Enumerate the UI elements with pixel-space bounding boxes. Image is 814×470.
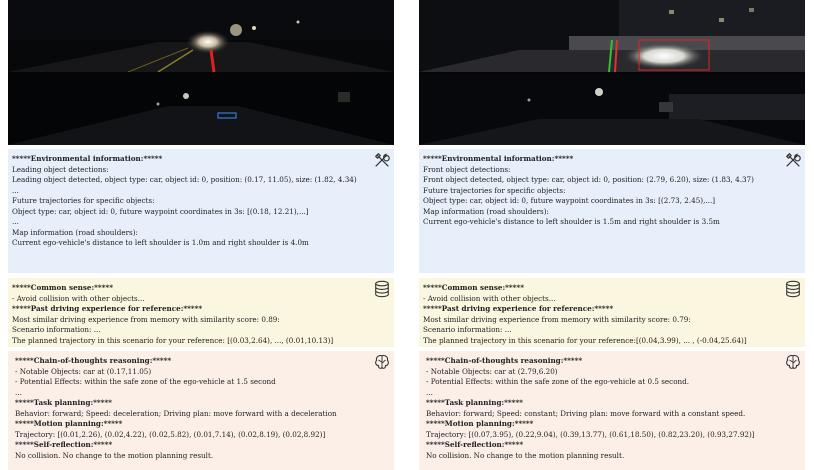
- environment-line: Map information (road shoulders):: [12, 227, 138, 237]
- environment-line: Map information (road shoulders):: [423, 206, 549, 216]
- common-sense-line: - Avoid collision with other objects...: [423, 293, 556, 303]
- camera-view-left: [8, 0, 394, 145]
- rear-camera-image: [419, 74, 805, 145]
- memory-line: Scenario information: ...: [12, 325, 101, 334]
- environment-line: Current ego-vehicle's distance to left shoulder is 1.5m and right shoulder is 3.5m: [423, 217, 720, 226]
- common-sense-panel: [8, 278, 394, 347]
- front-camera-image: [8, 0, 394, 72]
- environment-line: Future trajectories for specific objects:: [12, 196, 155, 205]
- self-reflection-title: *****Self-reflection:*****: [426, 440, 524, 449]
- environment-line: ...: [12, 217, 19, 226]
- environment-title: *****Environmental information:*****: [12, 154, 163, 163]
- memory-line: Scenario information: ...: [423, 325, 512, 334]
- memory-title: *****Past driving experience for reference:*****: [423, 304, 614, 313]
- motion-planning-line: Trajectory: [(0.07,3.95), (0.22,9.04), (0.39,13.77), (0.61,18.50), (0.82,23.20), (0.93,27.92)]: [426, 429, 755, 439]
- environment-panel: [419, 149, 805, 273]
- memory-title: *****Past driving experience for reference:*****: [12, 304, 203, 313]
- task-planning-line: Behavior: forward; Speed: constant; Driving plan: move forward with a constant speed.: [426, 408, 746, 418]
- environment-panel: [8, 149, 394, 273]
- motion-planning-title: *****Motion planning:*****: [15, 419, 123, 428]
- reasoning-panel: [419, 351, 805, 470]
- right-example: [419, 0, 805, 460]
- memory-line: Most similar driving experience from memory with similarity score: 0.89:: [12, 314, 280, 324]
- left-example: [8, 0, 394, 460]
- environment-line: Front object detections:: [423, 164, 511, 174]
- cot-line: ...: [15, 387, 22, 397]
- database-icon: [784, 280, 802, 298]
- tools-icon: [784, 151, 802, 169]
- task-planning-line: Behavior: forward; Speed: deceleration; Driving plan: move forward with a deceleration: [15, 408, 337, 418]
- environment-line: Future trajectories for specific objects:: [423, 185, 566, 195]
- cot-line: ...: [426, 387, 433, 397]
- environment-line: Front object detected, object type: car, object id: 0, position: (2.79, 6.20), size: (1.83, 4.37): [423, 175, 754, 184]
- cot-line: - Notable Objects: car at (0.17,11.05): [15, 366, 152, 376]
- cot-line: - Potential Effects: within the safe zone of the ego-vehicle at 1.5 second: [15, 377, 276, 386]
- cot-line: - Notable Objects: car at (2.79,6.20): [426, 366, 558, 376]
- cot-line: - Potential Effects: within the safe zone of the ego-vehicle at 0.5 second.: [426, 377, 690, 386]
- self-reflection-line: No collision. No change to the motion planning result.: [15, 450, 214, 460]
- memory-line: The planned trajectory in this scenario for your reference:[(0.04,3.99), ... , (-0.04,25.64)]: [423, 335, 747, 345]
- self-reflection-line: No collision. No change to the motion planning result.: [426, 450, 625, 460]
- front-camera-image: [419, 0, 805, 72]
- environment-line: ...: [12, 185, 19, 195]
- environment-line: Object type: car, object id: 0, future waypoint coordinates in 3s: [(0.18, 12.21),...]: [12, 206, 309, 216]
- task-planning-title: *****Task planning:*****: [426, 398, 523, 407]
- rear-camera-image: [8, 74, 394, 145]
- cot-title: *****Chain-of-thoughts reasoning:*****: [426, 356, 583, 365]
- motion-planning-line: Trajectory: [(0.01,2.26), (0.02,4.22), (0.02,5.82), (0.01,7.14), (0.02,8.19), (0.02,8.92)]: [15, 429, 326, 439]
- reasoning-panel: [8, 351, 394, 470]
- camera-view-right: [419, 0, 805, 145]
- memory-line: The planned trajectory in this scenario for your reference: [(0.03,2.64), ..., (0.01,10.13)]: [12, 335, 334, 345]
- task-planning-title: *****Task planning:*****: [15, 398, 112, 407]
- memory-line: Most similar driving experience from memory with similarity score: 0.79:: [423, 314, 691, 324]
- cot-title: *****Chain-of-thoughts reasoning:*****: [15, 356, 172, 365]
- environment-line: Leading object detected, object type: car, object id: 0, position: (0.17, 11.05), size: (1.82, 4.34): [12, 175, 357, 184]
- common-sense-title: *****Common sense:*****: [423, 283, 524, 292]
- common-sense-title: *****Common sense:*****: [12, 283, 113, 292]
- common-sense-panel: [419, 278, 805, 347]
- tools-icon: [373, 151, 391, 169]
- environment-line: Current ego-vehicle's distance to left shoulder is 1.0m and right shoulder is 4.0m: [12, 238, 309, 247]
- motion-planning-title: *****Motion planning:*****: [426, 419, 534, 428]
- self-reflection-title: *****Self-reflection:*****: [15, 440, 113, 449]
- environment-line: Object type: car, object id: 0, future waypoint coordinates in 3s: [(2.73, 2.45),...]: [423, 196, 716, 205]
- environment-title: *****Environmental information:*****: [423, 154, 574, 163]
- common-sense-line: - Avoid collision with other objects...: [12, 293, 145, 303]
- environment-line: Leading object detections:: [12, 164, 109, 174]
- brain-icon: [784, 353, 802, 371]
- brain-icon: [373, 353, 391, 371]
- database-icon: [373, 280, 391, 298]
